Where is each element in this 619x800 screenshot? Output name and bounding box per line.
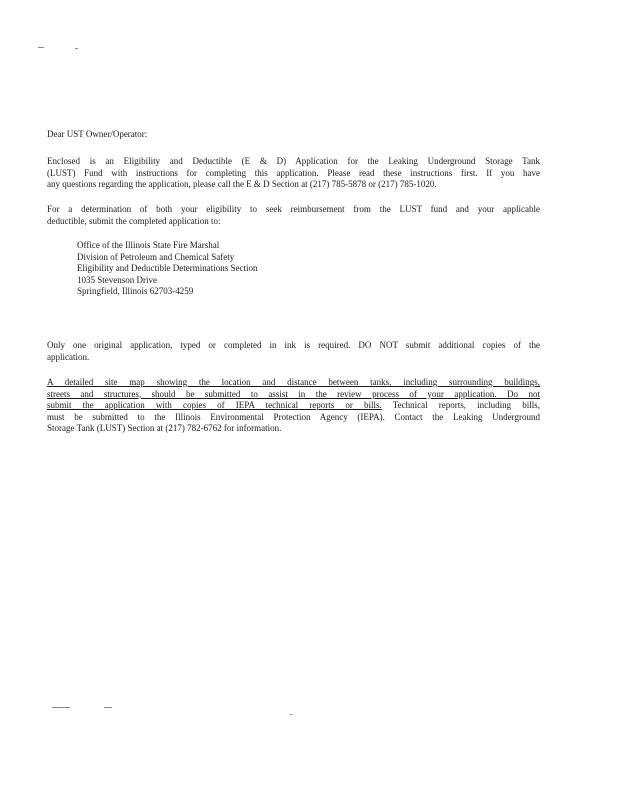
intro-paragraph: [47, 156, 540, 191]
scan-mark-top-2: [75, 48, 78, 49]
scan-mark-bottom-mid: [290, 714, 292, 715]
scan-mark-bottom-left-2: [104, 707, 112, 708]
scan-mark-top: [38, 47, 44, 48]
scan-mark-bottom-left: [52, 707, 70, 708]
salutation-text: Dear UST Owner/Operator:: [47, 129, 148, 139]
copies-line-1: Only one original application, typed or completed in ink is required. DO NOT submit additional copies of the: [47, 340, 540, 350]
site-map-line-4: must be submitted to the Illinois Environmental Protection Agency (IEPA). Contact the Leaking Underground: [47, 411, 540, 422]
address-line: Eligibility and Deductible Determinations Section: [77, 263, 258, 273]
intro-line-1: Enclosed is an Eligibility and Deductible (E & D) Application for the Leaking Underground Storage Tank: [47, 156, 540, 166]
salutation: [47, 129, 540, 141]
address-line: 1035 Stevenson Drive: [77, 274, 157, 285]
address-line: Office of the Illinois State Fire Marshal: [77, 240, 220, 250]
submission-paragraph: [47, 204, 540, 227]
intro-line-2: (LUST) Fund with instructions for completing this application. Please read these instructions first. If you have: [47, 167, 540, 178]
copies-paragraph: [47, 340, 540, 363]
address-line: Springfield, Illinois 62703-4259: [77, 286, 194, 296]
mailing-address: [77, 240, 257, 298]
site-map-line-2: streets and structures, should be submitted to assist in the review process of your application. Do not: [47, 388, 540, 399]
site-map-line-1: A detailed site map showing the location and distance between tanks, including surrounding buildings,: [47, 377, 540, 387]
site-map-line-3-rest: Technical reports, including bills,: [381, 400, 540, 410]
copies-line-2: application.: [47, 351, 90, 362]
address-line: Division of Petroleum and Chemical Safety: [77, 251, 235, 262]
submission-line-2: deductible, submit the completed application to:: [47, 215, 221, 226]
site-map-line-3-underlined: submit the application with copies of IEPA technical reports or bills.: [47, 400, 382, 410]
site-map-paragraph: [47, 377, 540, 435]
site-map-line-3: [47, 400, 540, 412]
intro-line-3: any questions regarding the application, please call the E & D Section at (217) 785-5878 or (217) 785-1020.: [47, 179, 437, 189]
submission-line-1: For a determination of both your eligibility to seek reimbursement from the LUST fund and your applicable: [47, 204, 540, 214]
site-map-line-5: Storage Tank (LUST) Section at (217) 782-6762 for information.: [47, 423, 282, 433]
